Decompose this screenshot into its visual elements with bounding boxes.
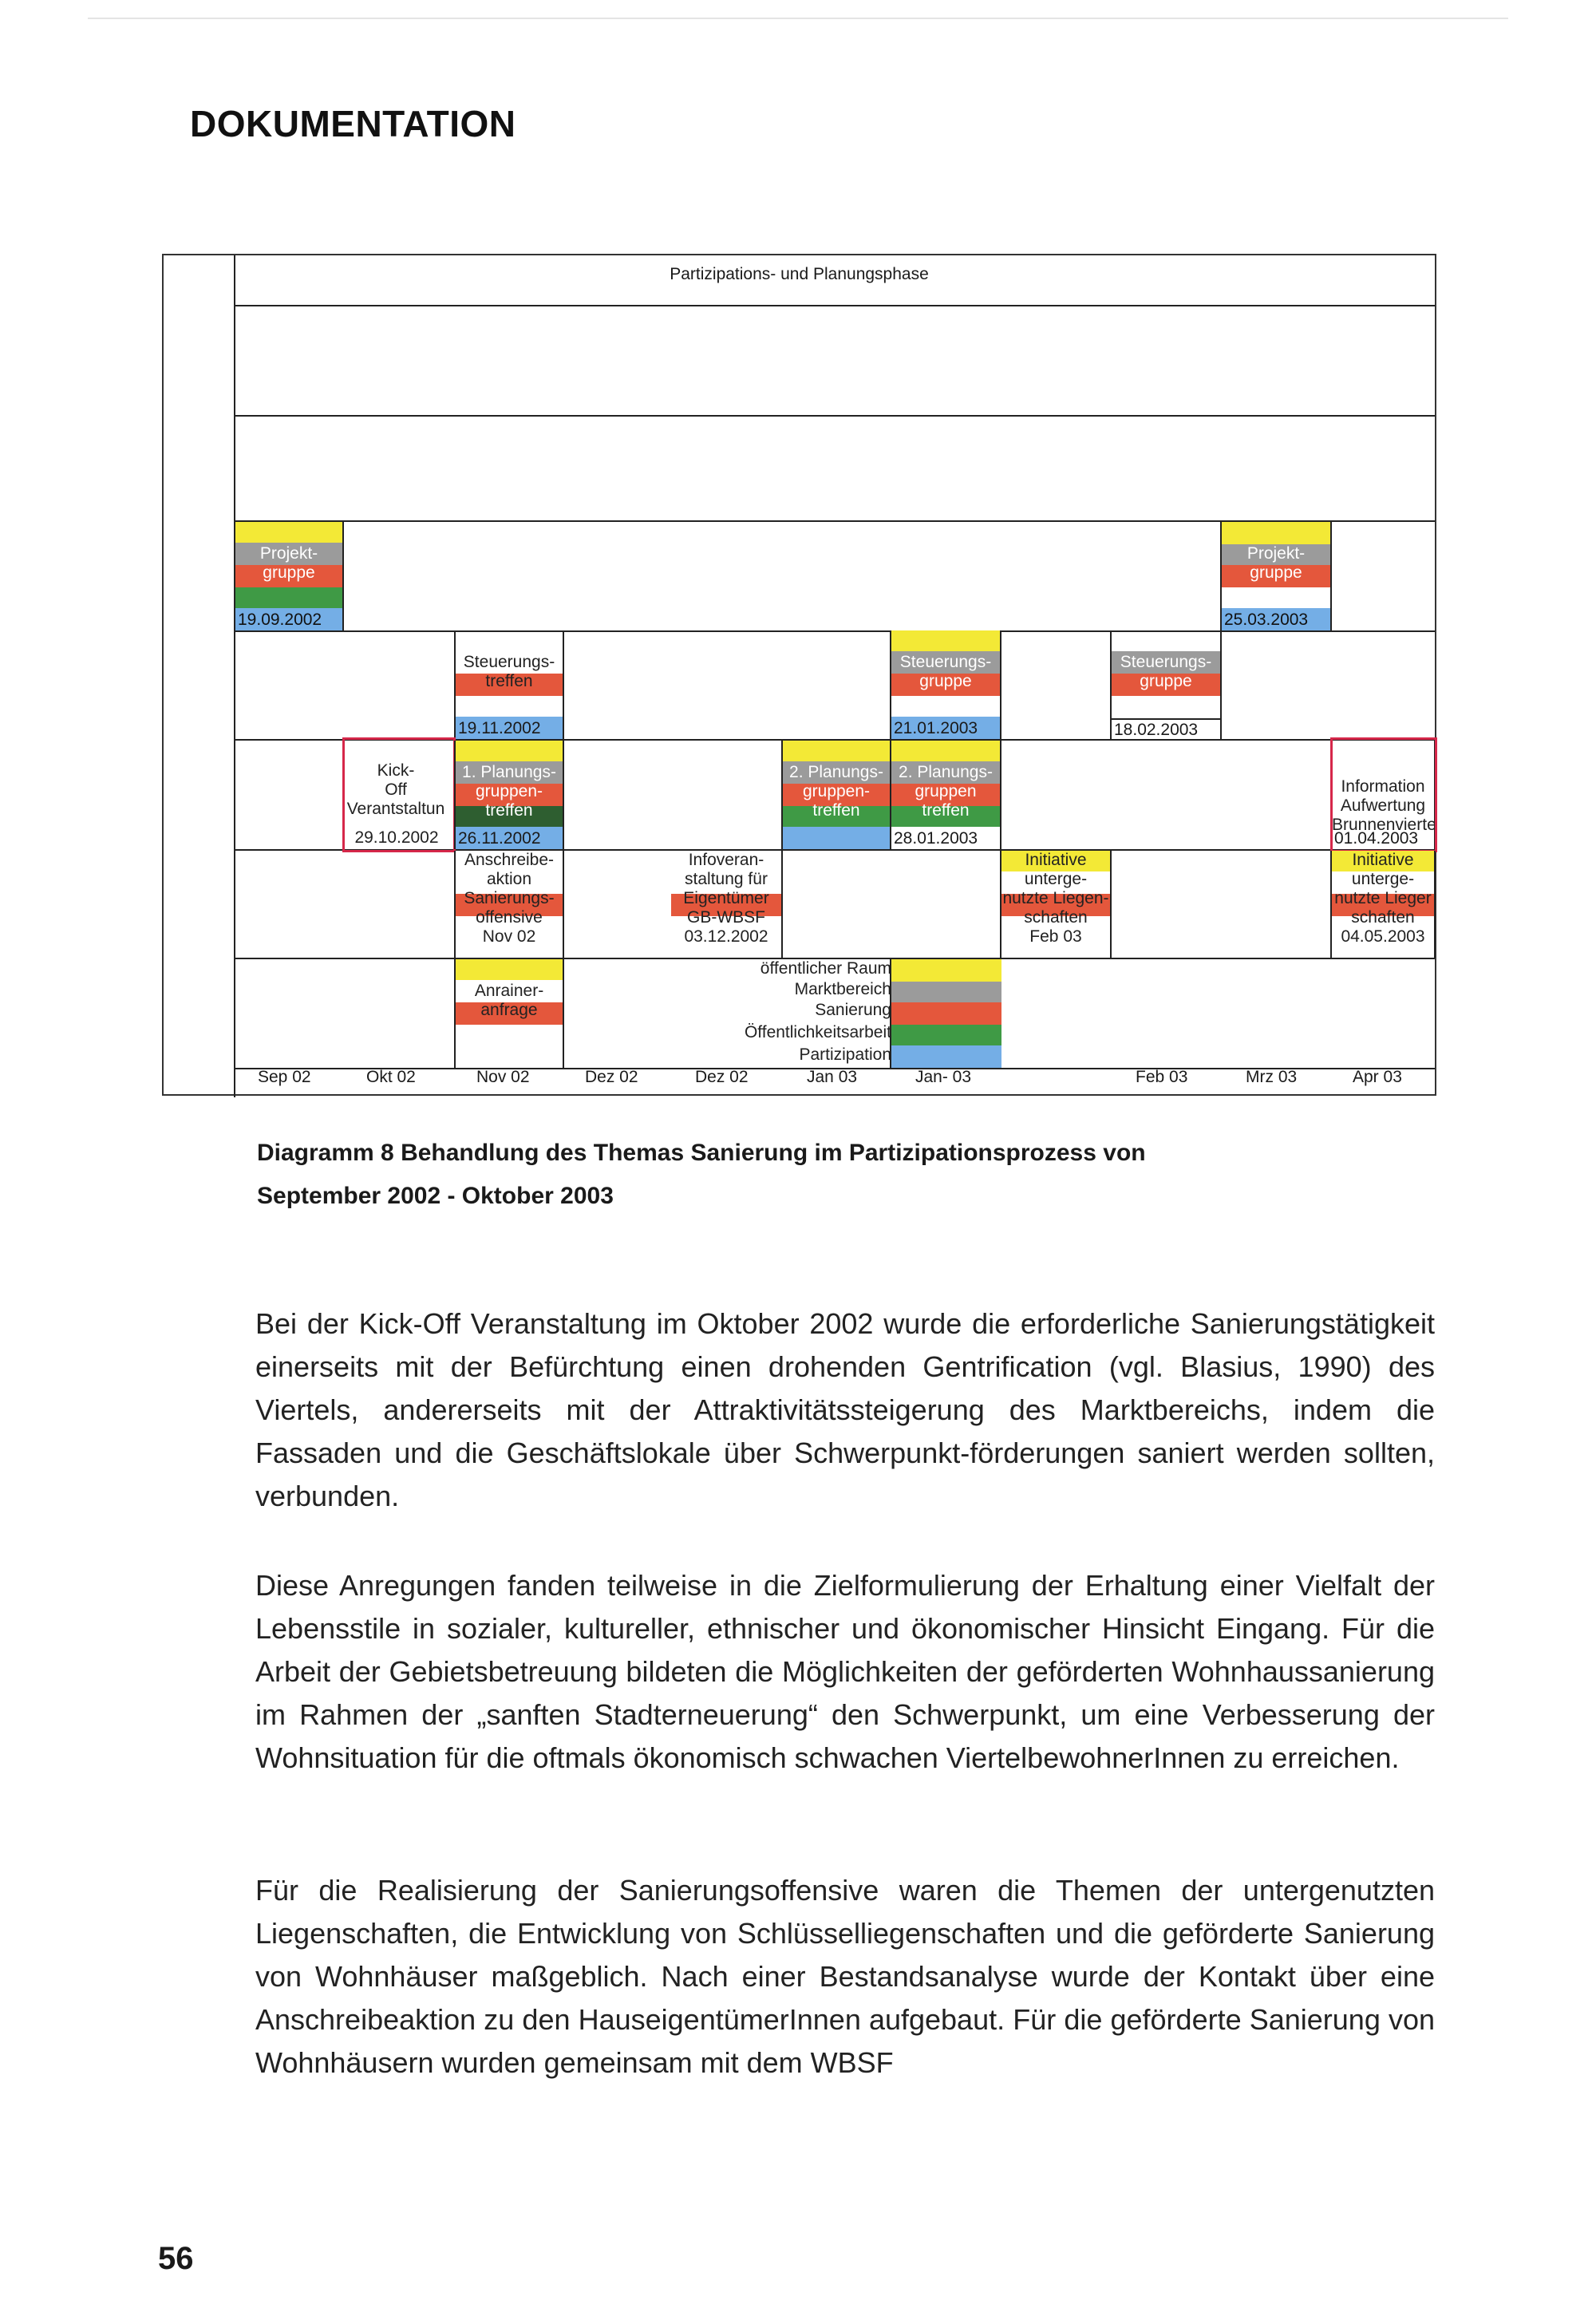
event-infoveranstaltung: Infoveran- staltung für Eigentümer GB-WBSF 03.12.2002 xyxy=(671,851,783,958)
legend-label-oeffentlichkeitsarbeit: Öffentlichkeitsarbeit xyxy=(744,1023,891,1041)
event-information: Information Aufwertung Brunnenvierte 01.04.2003 xyxy=(1330,741,1436,849)
tick-label: Sep 02 xyxy=(258,1068,311,1086)
left-axis-line xyxy=(234,255,235,1097)
highlight-information xyxy=(1330,737,1437,852)
event-anschreibeaktion: Anschreibe- aktion Sanierungs- offensive Nov 02 xyxy=(454,851,564,958)
tick-label: Dez 02 xyxy=(695,1068,749,1086)
event-anraineranfrage: Anrainer- anfrage xyxy=(454,959,564,1068)
event-steuerungsgruppe-1: Steuerungs- gruppe 21.01.2003 xyxy=(890,630,1001,739)
row-divider xyxy=(234,305,1435,306)
section-header: DOKUMENTATION xyxy=(190,103,516,144)
legend-label-sanierung: Sanierung xyxy=(815,1001,891,1019)
row-divider xyxy=(234,630,1435,632)
event-planungsgruppe-2b: 2. Planungs- gruppen treffen 28.01.2003 xyxy=(890,741,1001,849)
row-divider xyxy=(234,415,1435,417)
event-initiative-1: Initiative unterge- nutzte Liegen- schaften Feb 03 xyxy=(1000,851,1112,958)
caption-line-2: September 2002 - Oktober 2003 xyxy=(257,1183,614,1209)
tick-label: Dez 02 xyxy=(585,1068,638,1086)
event-steuerungsgruppe-2: Steuerungs- gruppe 18.02.2003 xyxy=(1110,630,1222,739)
event-initiative-2: Initiative unterge- nutzte Lieger schaften 04.05.2003 xyxy=(1330,851,1436,958)
event-kickoff-date: 29.10.2002 xyxy=(354,828,439,847)
top-rule xyxy=(88,18,1508,19)
tick-label: Jan- 03 xyxy=(915,1068,972,1086)
page-number: 56 xyxy=(158,2241,194,2276)
tick-label: Nov 02 xyxy=(476,1068,530,1086)
timeline-diagram xyxy=(162,254,1436,1096)
highlight-kickoff xyxy=(342,737,456,852)
legend-label-partizipation: Partizipation xyxy=(799,1045,891,1064)
body-paragraph-2: Diese Anregungen fanden teilweise in die Zielformulierung der Erhaltung einer Vielfalt der Lebensstile in sozialer, kultureller, ethnischer und ökonomischer Hinsicht Eingang. Für die Arbeit der Gebietsbetreuung bildeten die Möglichkeiten der geförderten Wohnhaussanierung im Rahmen der „sanften Stadterneuerung“ den Schwerpunkt, um eine Verbesserung der Wohnsituation für die oftmals ökonomisch schwachen ViertelbewohnerInnen zu erreichen. xyxy=(255,1569,1435,1774)
body-paragraph-1: Bei der Kick-Off Veranstaltung im Oktober 2002 wurde die erforderliche Sanierungstätigkeit einerseits mit der Befürchtung einen drohenden Gentrification (vgl. Blasius, 1990) des Viertels, andererseits mit der Attraktivitätssteigerung des Marktbereichs, indem die Fassaden und die Geschäftslokale über Schwerpunkt-förderungen saniert werden sollten, verbunden. xyxy=(255,1307,1435,1512)
tick-label: Feb 03 xyxy=(1136,1068,1188,1086)
tick-label: Mrz 03 xyxy=(1246,1068,1298,1086)
figure-caption xyxy=(257,1132,1146,1218)
event-steuerungstreffen: Steuerungs- treffen 19.11.2002 xyxy=(454,630,564,739)
event-projektgruppe-2: Projekt- gruppe 25.03.2003 xyxy=(1220,522,1332,630)
event-planungsgruppe-1: 1. Planungs- gruppen- treffen 26.11.2002 xyxy=(454,741,564,849)
event-kickoff: Kick- Off Verantstaltun xyxy=(346,761,445,818)
phase-label: Partizipations- und Planungsphase xyxy=(670,265,929,283)
tick-label: Apr 03 xyxy=(1353,1068,1402,1086)
legend-label-oeffentlicher-raum: öffentlicher Raum xyxy=(760,959,891,978)
tick-label: Okt 02 xyxy=(366,1068,416,1086)
event-projektgruppe-1: Projekt- gruppe 19.09.2002 xyxy=(234,522,344,630)
caption-line-1: Diagramm 8 Behandlung des Themas Sanierung im Partizipationsprozess von xyxy=(257,1140,1146,1166)
event-planungsgruppe-2a: 2. Planungs- gruppen- treffen xyxy=(781,741,891,849)
body-paragraph-3: Für die Realisierung der Sanierungsoffensive waren die Themen der untergenutzten Liegenschaften, die Entwicklung von Schlüsselliegenschaften und die geförderte Sanierung von Wohnhäuser maßgeblich. Nach einer Bestandsanalyse wurde der Kontakt über eine Anschreibeaktion zu den HauseigentümerInnen aufgebaut. Für die geförderte Sanierung von Wohnhäusern wurden gemeinsam mit dem WBSF xyxy=(255,1874,1435,2079)
tick-label: Jan 03 xyxy=(807,1068,858,1086)
color-legend xyxy=(890,959,1001,1068)
legend-label-marktbereich: Marktbereich xyxy=(794,980,891,998)
